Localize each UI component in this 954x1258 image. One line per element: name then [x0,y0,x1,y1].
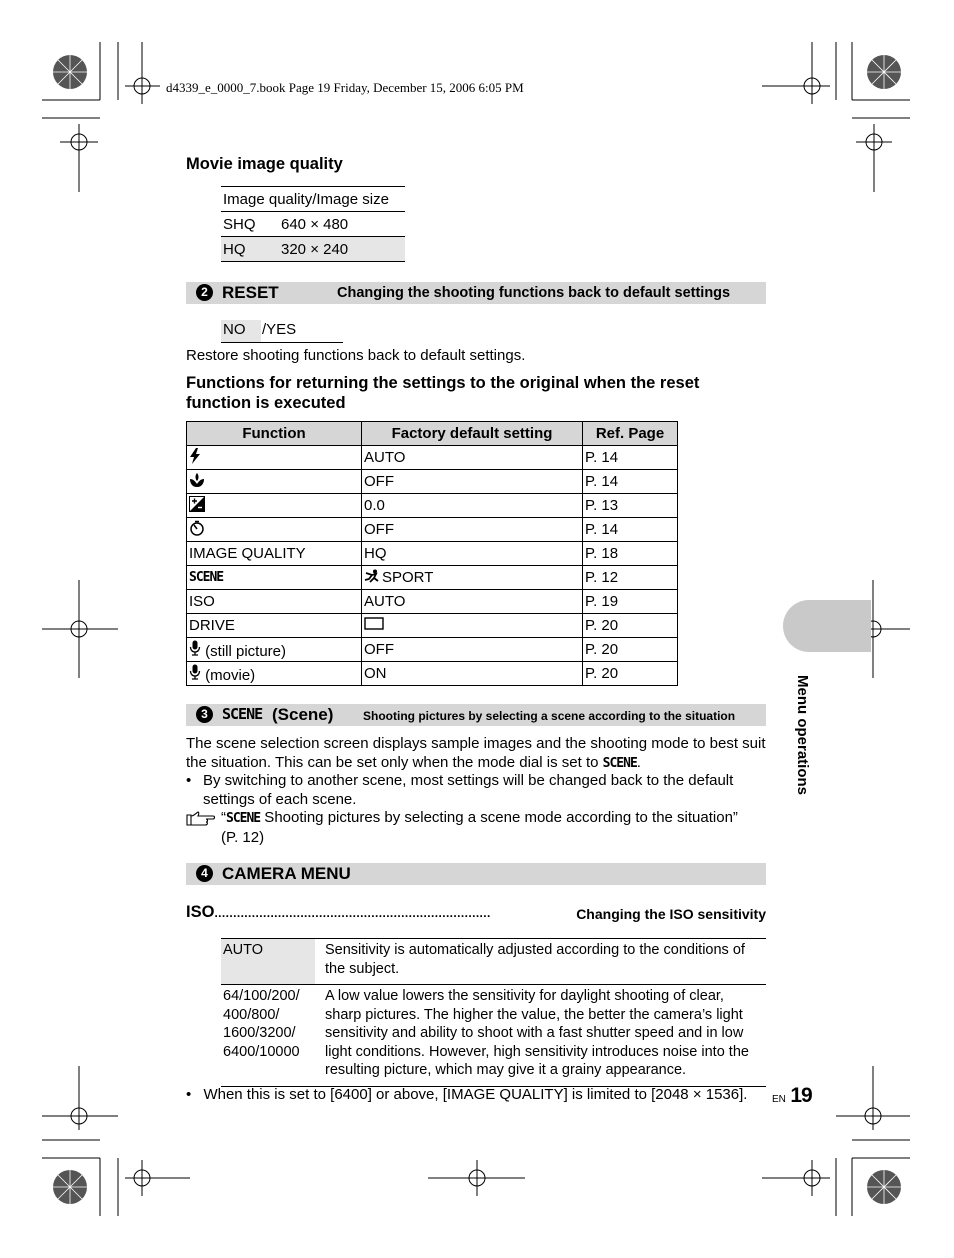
reset-functions-table [186,421,678,686]
table-row [187,566,678,590]
ref-page: P. 14 [583,470,678,494]
page-number [772,1084,812,1108]
default-value: HQ [362,542,583,566]
page-number-value: 19 [790,1084,812,1107]
pointing-hand-icon [186,811,216,827]
table-row [187,446,678,470]
microphone-icon [189,664,201,680]
iso-description: Changing the ISO sensitivity [576,906,766,922]
side-tab-label: Menu operations [794,674,811,795]
quality-label: SHQ [223,215,256,233]
table-row [221,939,766,985]
reset-description: Changing the shooting functions back to default settings [337,285,731,301]
functions-heading: Functions for returning the settings to the original when the reset function is executed [186,374,700,412]
ref-open-quote: “ [221,809,226,826]
default-value: 0.0 [362,494,583,518]
scene-paragraph-text: The scene selection screen displays sample images and the shooting mode to best suit the situation. This can be set only when the mode dial is set to [186,735,766,771]
camera-menu-title: CAMERA MENU [222,864,351,883]
table-row [187,494,678,518]
scene-paragraph [186,735,766,773]
ref-page: P. 18 [583,542,678,566]
reset-section-band [186,282,766,304]
movie-quality-heading: Movie image quality [186,155,343,173]
scene-section-band [186,704,766,726]
table-row [187,518,678,542]
section-number: 4 [196,865,213,882]
reset-option-no: NO [223,321,246,338]
table-row [187,662,678,686]
default-value: OFF [362,470,583,494]
iso-setting: AUTO [221,939,315,985]
movie-table-header: Image quality/Image size [223,190,389,208]
col-ref: Ref. Page [583,422,678,446]
self-timer-icon [189,520,205,536]
function-name: ISO [187,590,362,614]
table-row [221,237,405,262]
table-row [187,638,678,662]
function-name: DRIVE [187,614,362,638]
camera-menu-band [186,863,766,885]
iso-note-text: When this is set to [6400] or above, [IMAGE QUALITY] is limited to [2048 × 1536]. [203,1086,748,1103]
reset-title: RESET [222,283,279,302]
scene-title-icon: SCENE [222,705,263,723]
col-function: Function [187,422,362,446]
macro-icon [189,472,205,488]
quality-size: 320 × 240 [281,240,349,258]
default-value: AUTO [362,590,583,614]
iso-note [186,1086,776,1105]
quality-size: 640 × 480 [281,215,349,233]
col-default: Factory default setting [362,422,583,446]
scene-paragraph-end: . [636,753,641,771]
ref-page: P. 20 [583,638,678,662]
bullet-dot: • [186,1086,192,1103]
sport-icon [364,569,382,583]
function-name: IMAGE QUALITY [187,542,362,566]
side-tab-label-wrapper [790,665,814,805]
table-row [187,590,678,614]
iso-leader-dots: .......................................................................... [214,906,491,920]
section-number: 2 [196,284,213,301]
table-row [187,470,678,494]
scene-mode-icon: SCENE [602,755,637,771]
reset-options [221,318,343,343]
default-value: AUTO [362,446,583,470]
iso-table [221,938,766,1087]
iso-setting-desc: Sensitivity is automatically adjusted according to the conditions of the subject. [325,942,745,977]
ref-page: P. 20 [583,614,678,638]
table-row [187,614,678,638]
iso-setting: 64/100/200/ 400/800/ 1600/3200/ 6400/10000 [223,988,300,1060]
function-name: (movie) [205,666,256,684]
ref-page: P. 12 [583,566,678,590]
flash-icon [189,448,201,464]
single-frame-icon [364,617,384,630]
file-info-header: d4339_e_0000_7.book Page 19 Friday, December 15, 2006 6:05 PM [166,80,524,95]
scene-function-label: SCENE [187,566,362,590]
scene-title: (Scene) [272,705,334,724]
reset-option-yes: /YES [262,321,297,338]
scene-bullet-text: By switching to another scene, most settings will be changed back to the default settings of each scene. [203,772,734,808]
ref-page: P. 19 [583,590,678,614]
ref-page: P. 20 [583,662,678,686]
default-value: SPORT [382,569,434,586]
function-name: (still picture) [205,642,287,660]
ref-page: P. 13 [583,494,678,518]
default-value: OFF [362,638,583,662]
table-row [221,212,405,237]
section-number: 3 [196,706,213,723]
iso-label: ISO [186,903,215,921]
quality-label: HQ [223,240,246,258]
bullet-dot: • [186,772,192,789]
ref-page: P. 14 [583,518,678,542]
ref-page: P. 14 [583,446,678,470]
iso-setting-desc: A low value lowers the sensitivity for daylight shooting of clear, sharp pictures. The higher the value, the better the camera’s light sensitivity and ability to shoot with a fast shutter speed and in low light conditions. However, high sensitivity introduces noise into the resulting picture, which may give it a grainy appearance. [325,988,749,1078]
side-tab-marker [783,600,871,652]
language-code: EN [772,1094,786,1105]
default-value: OFF [362,518,583,542]
scene-reference [186,809,746,847]
restore-text: Restore shooting functions back to default settings. [186,347,526,364]
microphone-icon [189,640,201,656]
scene-bullet [186,772,746,809]
movie-quality-table [221,186,405,262]
iso-heading [186,903,766,925]
scene-description: Shooting pictures by selecting a scene according to the situation [363,709,736,723]
table-row [221,985,766,1087]
ref-text: Shooting pictures by selecting a scene mode according to the situation” (P. 12) [221,809,738,846]
table-row [187,542,678,566]
scene-mode-icon: SCENE [226,811,261,826]
default-value: ON [362,662,583,686]
exposure-compensation-icon [189,496,205,512]
